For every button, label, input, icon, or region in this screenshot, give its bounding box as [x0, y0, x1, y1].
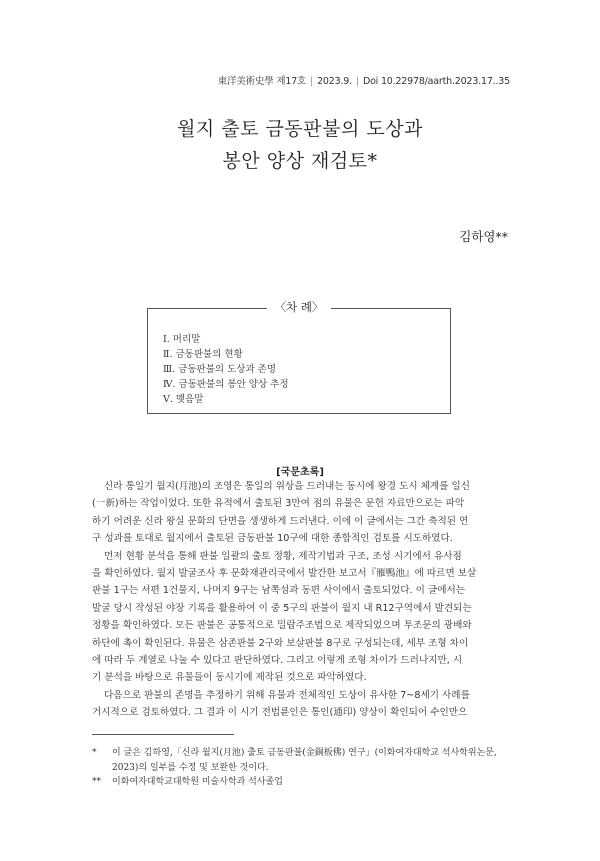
toc-list — [163, 332, 289, 407]
abstract-heading: [국문초록] — [276, 467, 324, 478]
footnote — [92, 775, 512, 790]
abstract-line: 신라 통일기 월지(月池)의 조영은 통일의 위상을 드러내는 동시에 왕경 도시 체계를 일신 — [104, 481, 471, 492]
abstract-line: 판불 1구는 서편 1건물지, 나머지 9구는 남쪽섬과 동편 사이에서 출토되었다. 이 글에서는 — [92, 585, 466, 597]
toc-item: Ⅴ. 맺음말 — [163, 394, 204, 405]
doi-text[interactable]: Doi 10.22978/aarth.2023.17..35 — [362, 76, 510, 87]
toc-item: Ⅲ. 금동판불의 도상과 존명 — [163, 364, 277, 375]
abstract-line: 하단에 촉이 확인된다. 유물은 삼존판불 2구와 보살판불 8구로 구성되는데, 세부 조형 차이 — [92, 637, 469, 649]
abstract-line: 구 성과를 토대로 월지에서 출토된 금동판불 10구에 대한 종합적인 검토를 시도하였다. — [92, 533, 453, 545]
footnote-divider — [92, 734, 234, 735]
abstract-line: 기 분석을 바탕으로 유물들이 동시기에 제작된 것으로 파악하였다. — [92, 672, 367, 684]
running-header — [218, 73, 510, 87]
publication-date: 2023.9. — [317, 76, 352, 87]
footnote-mark: * — [92, 748, 97, 758]
abstract-line: 다음으로 판불의 존명을 추정하기 위해 유물과 전체적인 도상이 유사한 7~8세기 사례를 — [104, 689, 470, 701]
author-name: 김하영** — [459, 229, 508, 244]
abstract-line: 하기 어려운 신라 왕실 문화의 단면을 생생하게 드러낸다. 이에 이 글에서는 그간 축적된 연 — [92, 515, 469, 527]
abstract-line: 발굴 당시 작성된 야장 기록을 활용하여 이 중 5구의 판불이 월지 내 R12구역에서 발견되는 — [92, 602, 472, 614]
footnote-line: 이화여자대학교대학원 미술사학과 석사졸업 — [112, 777, 283, 787]
toc-heading — [0, 299, 598, 315]
footnote-line: 이 글은 김하영,「신라 월지(月池) 출토 금동판불(金銅板佛) 연구」(이화여자대학교 석사학위논문, — [112, 748, 497, 758]
abstract-line: 먼저 현황 분석을 통해 판불 일괄의 출토 정황, 제작기법과 구조, 조성 시기에서 유사점 — [104, 550, 462, 562]
footnote-line: 2023)의 일부를 수정 및 보완한 것이다. — [112, 762, 269, 773]
abstract-paragraph-1 — [92, 478, 510, 548]
abstract-paragraph-2 — [92, 548, 510, 687]
footnotes — [92, 746, 512, 790]
paper-title-line-2: 봉안 양상 재검토* — [222, 150, 378, 172]
abstract-line: 정황을 확인하였다. 모든 판불은 공통적으로 밀랍주조법으로 제작되었으며 투조문의 광배와 — [92, 620, 472, 632]
toc-item: Ⅳ. 금동판불의 봉안 양상 추정 — [163, 379, 289, 390]
header-divider: | — [355, 76, 359, 87]
abstract-paragraph-3 — [92, 687, 510, 722]
abstract-line: 거시적으로 검토하였다. 그 결과 이 시기 전법륜인은 통인(通印) 양상이 확인되어 수인만으 — [92, 707, 468, 719]
abstract-line: 에 따라 두 계열로 나눌 수 있다고 판단하였다. 그리고 이렇게 조형 차이가 드러나지만, 시 — [92, 654, 463, 666]
journal-name: 東洋美術史學 — [217, 76, 274, 87]
issue-number: 제17호 — [276, 76, 307, 87]
abstract-line: 을 확인하였다. 월지 발굴조사 후 문화재관리국에서 발간한 보고서『雁鴨池』에 따르면 보살 — [92, 567, 477, 579]
abstract-body — [92, 478, 510, 721]
toc-item: Ⅰ. 머리말 — [163, 334, 201, 345]
abstract-line: (一新)하는 작업이었다. 또한 유적에서 출토된 3만여 점의 유물은 문헌 자료만으로는 파악 — [92, 498, 465, 510]
toc-item: Ⅱ. 금동판불의 현황 — [163, 349, 243, 360]
header-divider: | — [310, 76, 314, 87]
footnote — [92, 746, 512, 775]
footnote-mark: ** — [92, 777, 101, 787]
toc-heading-text: 〈차 례〉 — [267, 300, 332, 314]
paper-title-line-1: 월지 출토 금동판불의 도상과 — [177, 118, 423, 140]
